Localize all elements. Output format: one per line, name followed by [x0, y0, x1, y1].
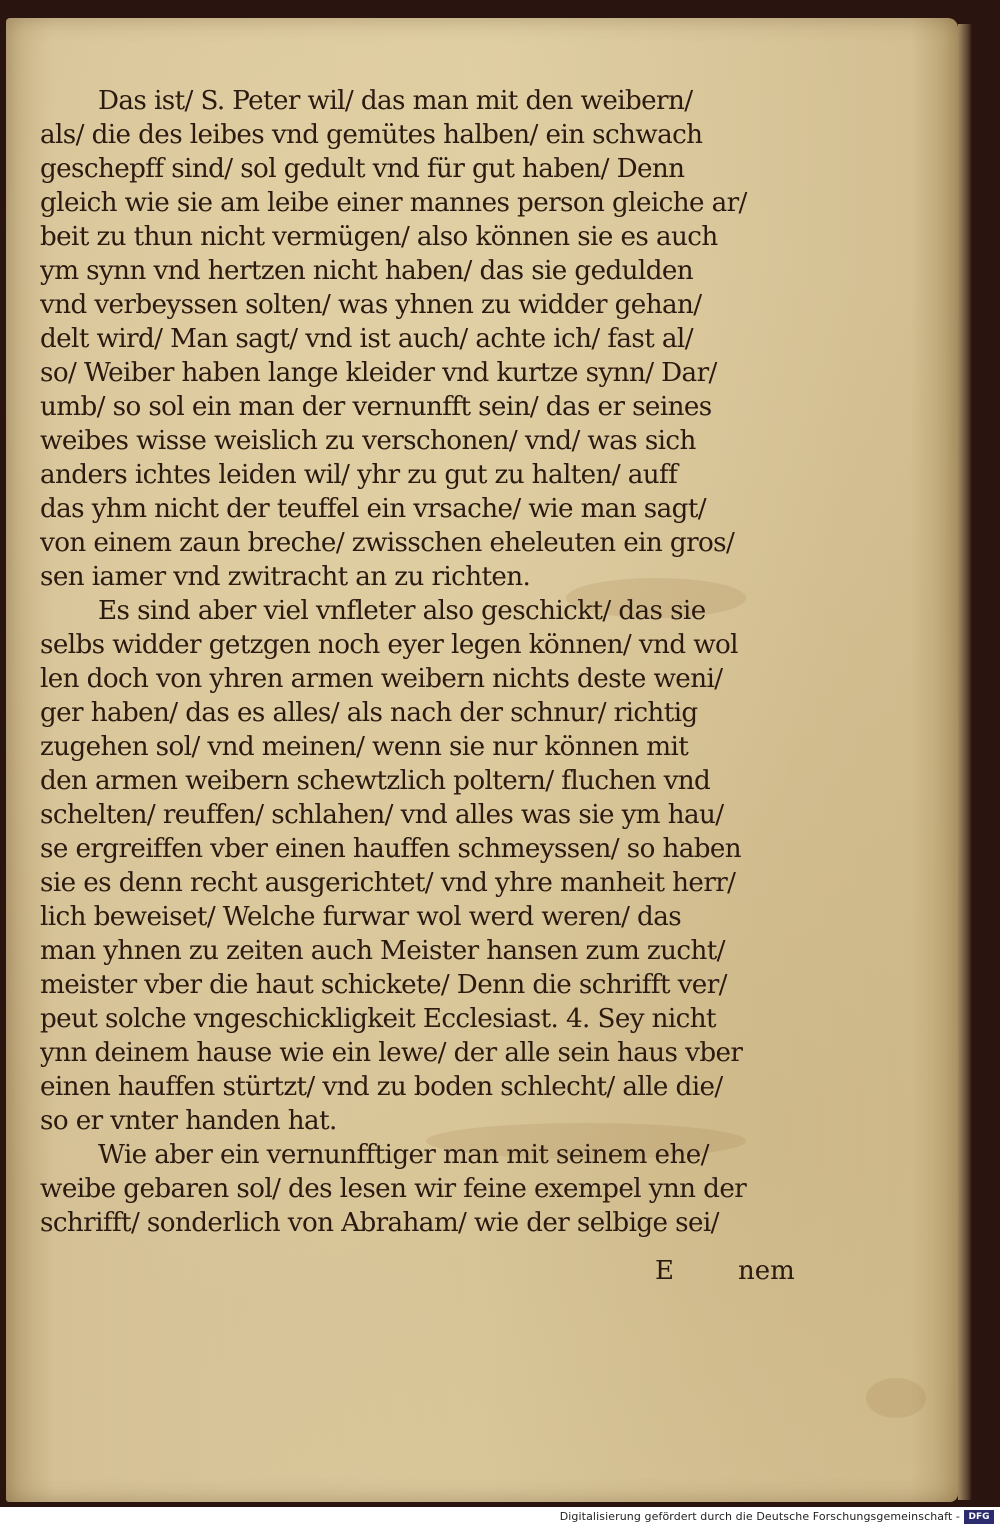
text-line: schrifft/ sonderlich von Abraham/ wie der selbige sei/ — [40, 1208, 719, 1238]
text-line: Das ist/ S. Peter wil/ das man mit den weibern/ — [98, 86, 693, 116]
text-line: weibe gebaren sol/ des lesen wir feine exempel ynn der — [40, 1174, 747, 1204]
text-line: zugehen sol/ vnd meinen/ wenn sie nur können mit — [40, 732, 689, 762]
text-line: delt wird/ Man sagt/ vnd ist auch/ achte ich/ fast al/ — [40, 324, 693, 354]
text-line: selbs widder getzgen noch eyer legen können/ vnd wol — [40, 630, 738, 660]
text-line: das yhm nicht der teuffel ein vrsache/ wie man sagt/ — [40, 494, 706, 524]
text-line: so/ Weiber haben lange kleider vnd kurtze synn/ Dar/ — [40, 358, 717, 388]
text-line: meister vber die haut schickete/ Denn die schrifft ver/ — [40, 970, 727, 1000]
text-line: weibes wisse weislich zu verschonen/ vnd/ was sich — [40, 426, 696, 456]
text-line: so er vnter handen hat. — [40, 1106, 337, 1136]
text-line: schelten/ reuffen/ schlahen/ vnd alles was sie ym hau/ — [40, 800, 724, 830]
text-line: als/ die des leibes vnd gemütes halben/ ein schwach — [40, 120, 703, 150]
text-line: man yhnen zu zeiten auch Meister hansen zum zucht/ — [40, 936, 725, 966]
text-line: peut solche vngeschickligkeit Ecclesiast. 4. Sey nicht — [40, 1004, 716, 1034]
text-line: gleich wie sie am leibe einer mannes person gleiche ar/ — [40, 188, 747, 218]
text-line: se ergreiffen vber einen hauffen schmeyssen/ so haben — [40, 834, 742, 864]
text-line: sen iamer vnd zwitracht an zu richten. — [40, 562, 531, 592]
text-line: beit zu thun nicht vermügen/ also können sie es auch — [40, 222, 718, 252]
page-text — [40, 84, 815, 1240]
text-line: len doch von yhren armen weibern nichts deste weni/ — [40, 664, 723, 694]
text-line: von einem zaun breche/ zwisschen eheleuten ein gros/ — [40, 528, 735, 558]
funding-notice: Digitalisierung gefördert durch die Deutsche Forschungsgemeinschaft - — [559, 1510, 960, 1523]
paper-stain — [866, 1378, 926, 1418]
text-line: vnd verbeyssen solten/ was yhnen zu widder gehan/ — [40, 290, 702, 320]
dfg-logo: DFG — [964, 1510, 994, 1524]
footer-bar — [0, 1507, 1000, 1528]
text-line: ym synn vnd hertzen nicht haben/ das sie gedulden — [40, 256, 694, 286]
text-line: geschepff sind/ sol gedult vnd für gut haben/ Denn — [40, 154, 685, 184]
text-line: Wie aber ein vernunfftiger man mit seinem ehe/ — [98, 1140, 709, 1170]
text-line: lich beweiset/ Welche furwar wol werd weren/ das — [40, 902, 682, 932]
text-line: umb/ so sol ein man der vernunfft sein/ das er seines — [40, 392, 712, 422]
page-edge — [958, 24, 972, 1500]
signature-mark: E — [655, 1256, 674, 1286]
text-line: ynn deinem hause wie ein lewe/ der alle sein haus vber — [40, 1038, 743, 1068]
text-line: einen hauffen stürtzt/ vnd zu boden schlecht/ alle die/ — [40, 1072, 723, 1102]
catchword: nem — [738, 1256, 795, 1286]
text-line: sie es denn recht ausgerichtet/ vnd yhre manheit herr/ — [40, 868, 736, 898]
text-line: ger haben/ das es alles/ als nach der schnur/ richtig — [40, 698, 698, 728]
text-line: anders ichtes leiden wil/ yhr zu gut zu halten/ auff — [40, 460, 678, 490]
text-line: den armen weibern schewtzlich poltern/ fluchen vnd — [40, 766, 711, 796]
text-line: Es sind aber viel vnfleter also geschickt/ das sie — [98, 596, 706, 626]
